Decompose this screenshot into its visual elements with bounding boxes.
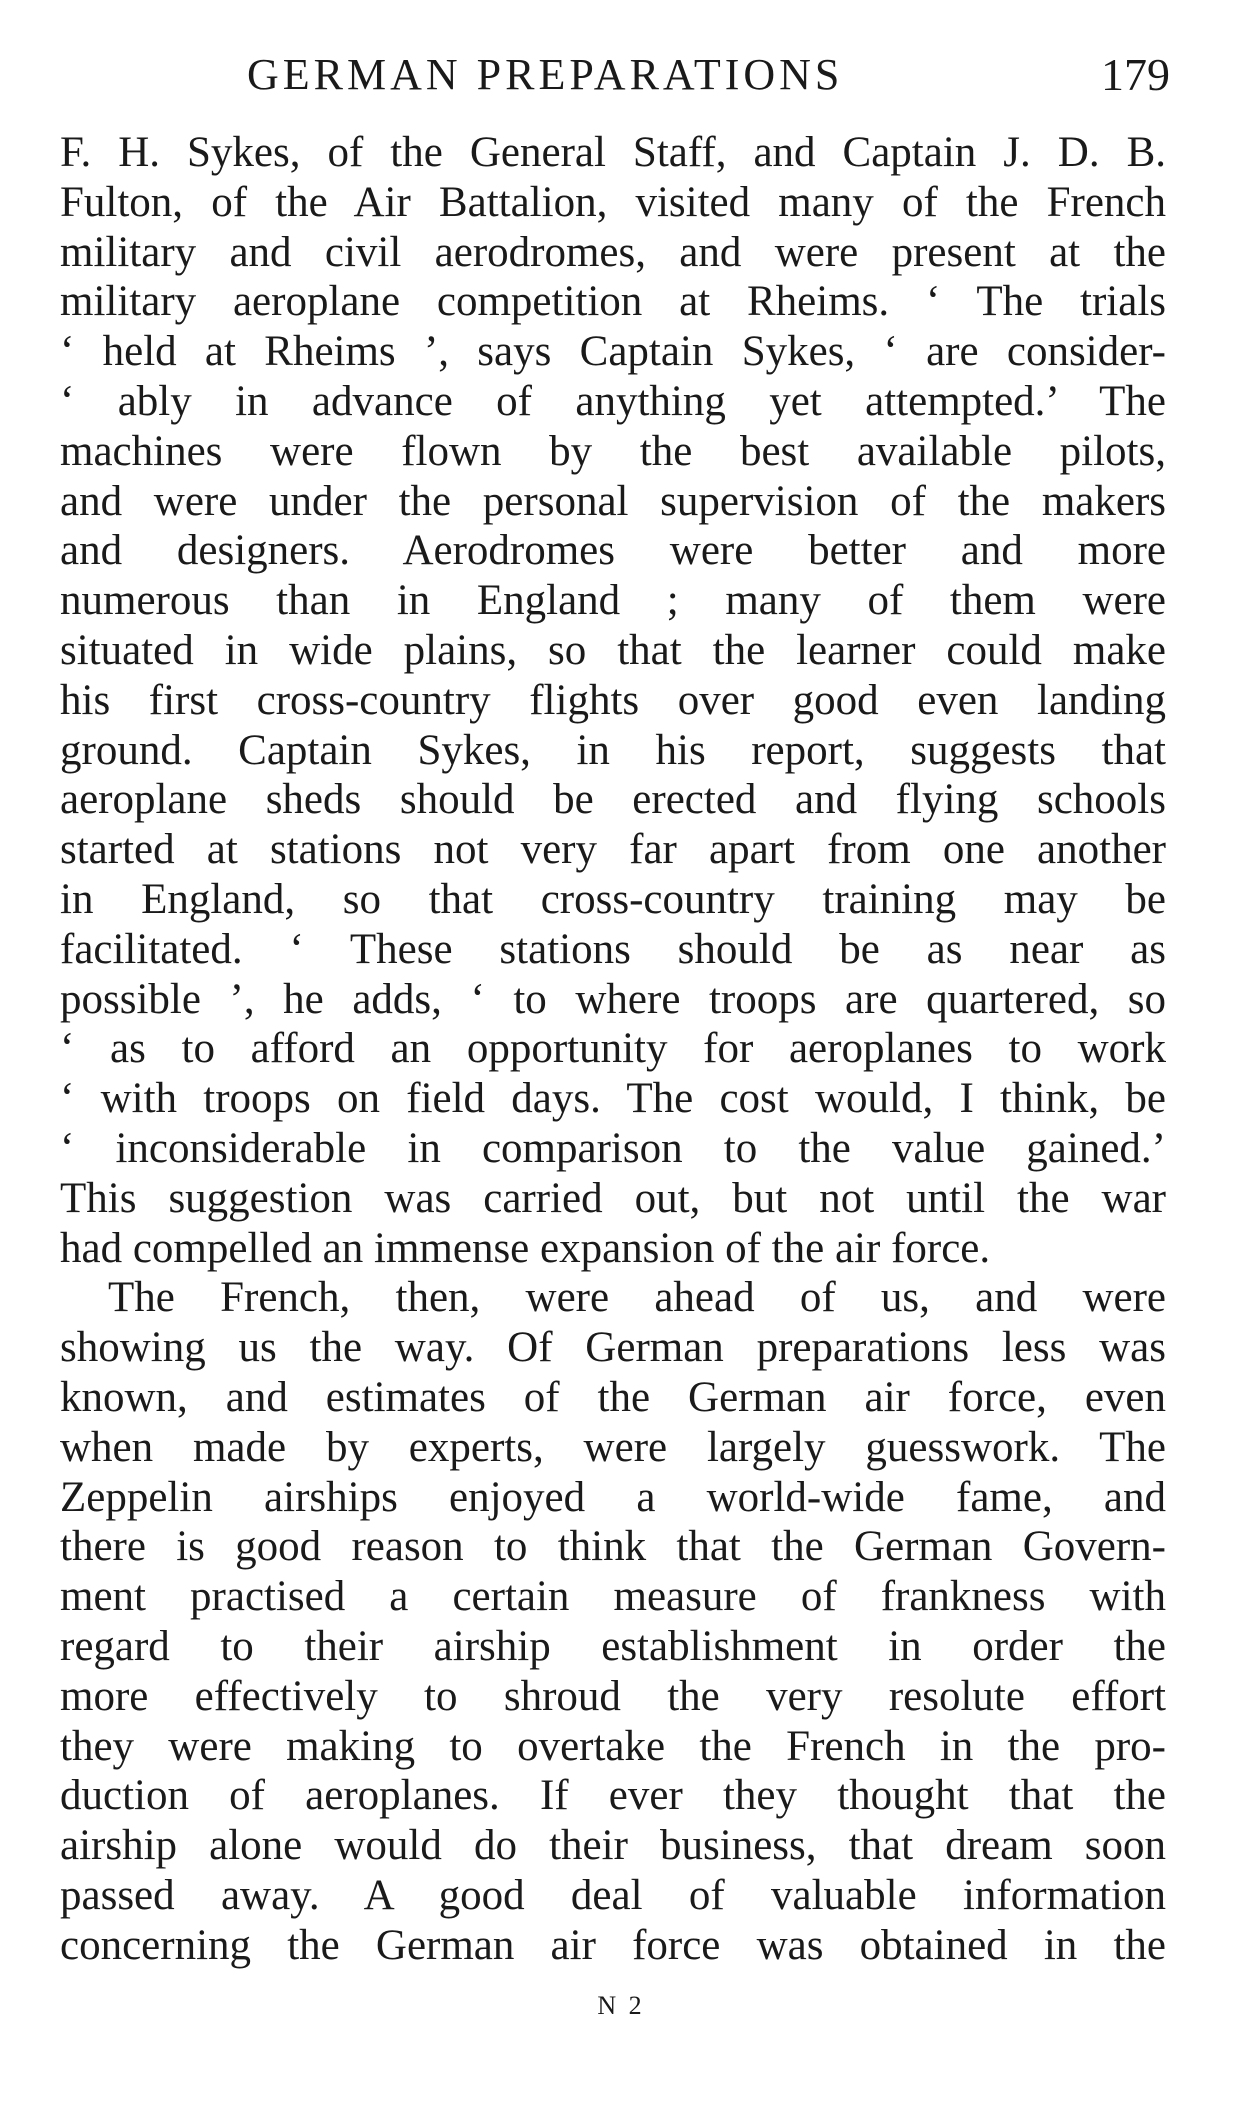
text-line: concerning the German air force was obtained in the [60, 1921, 1166, 1969]
text-line: ‘ as to afford an opportunity for aeroplanes to work [60, 1025, 1166, 1073]
text-line: showing us the way. Of German preparations less was [60, 1324, 1166, 1372]
text-line: aeroplane sheds should be erected and flying schools [60, 776, 1166, 824]
running-head [60, 40, 1170, 110]
text-line: machines were flown by the best available pilots, [60, 427, 1166, 475]
text-line: airship alone would do their business, that dream soon [60, 1822, 1166, 1870]
text-line: when made by experts, were largely guesswork. The [60, 1423, 1166, 1471]
text-line: his first cross-country flights over good even landing [60, 676, 1166, 724]
text-line: ‘ with troops on field days. The cost would, I think, be [60, 1075, 1166, 1123]
text-line: known, and estimates of the German air force, even [60, 1373, 1166, 1421]
text-line: ground. Captain Sykes, in his report, suggests that [60, 726, 1166, 774]
text-line: and designers. Aerodromes were better and more [60, 527, 1166, 575]
text-line: there is good reason to think that the German Govern- [60, 1523, 1166, 1571]
signature-mark: N 2 [597, 1991, 645, 2020]
text-line: situated in wide plains, so that the learner could make [60, 626, 1166, 674]
text-line: and were under the personal supervision of the makers [60, 477, 1166, 525]
text-line: more effectively to shroud the very resolute effort [60, 1672, 1166, 1720]
text-line: facilitated. ‘ These stations should be as near as [60, 925, 1166, 973]
page-number: 179 [1101, 49, 1170, 100]
text-line: military aeroplane competition at Rheims. ‘ The trials [60, 278, 1166, 326]
text-line: F. H. Sykes, of the General Staff, and Captain J. D. B. [60, 129, 1166, 176]
text-line: in England, so that cross-country training may be [60, 875, 1166, 923]
text-line: military and civil aerodromes, and were present at the [60, 228, 1166, 276]
text-line: duction of aeroplanes. If ever they thought that the [60, 1772, 1166, 1820]
text-line: possible ’, he adds, ‘ to where troops are quartered, so [60, 975, 1166, 1023]
paragraph-end-line: had compelled an immense expansion of the air force. [60, 1224, 991, 1272]
text-line: ment practised a certain measure of frankness with [60, 1573, 1166, 1621]
text-line: ‘ ably in advance of anything yet attempted.’ The [60, 377, 1166, 425]
body-text [60, 128, 1166, 1970]
text-line: numerous than in England ; many of them were [60, 577, 1166, 625]
text-line: started at stations not very far apart from one another [60, 826, 1166, 874]
text-line: This suggestion was carried out, but not until the war [60, 1174, 1166, 1222]
running-title: GERMAN PREPARATIONS [247, 50, 844, 99]
text-line: Fulton, of the Air Battalion, visited many of the French [60, 178, 1166, 226]
text-line: ‘ inconsiderable in comparison to the value gained.’ [60, 1124, 1166, 1172]
text-line: passed away. A good deal of valuable information [60, 1871, 1166, 1919]
text-line: ‘ held at Rheims ’, says Captain Sykes, ‘ are consider- [60, 328, 1166, 376]
text-line: Zeppelin airships enjoyed a world-wide fame, and [60, 1473, 1166, 1521]
paragraph-start-line: The French, then, were ahead of us, and were [108, 1274, 1166, 1322]
text-line: they were making to overtake the French in the pro- [60, 1722, 1166, 1770]
text-line: regard to their airship establishment in order the [60, 1622, 1166, 1670]
